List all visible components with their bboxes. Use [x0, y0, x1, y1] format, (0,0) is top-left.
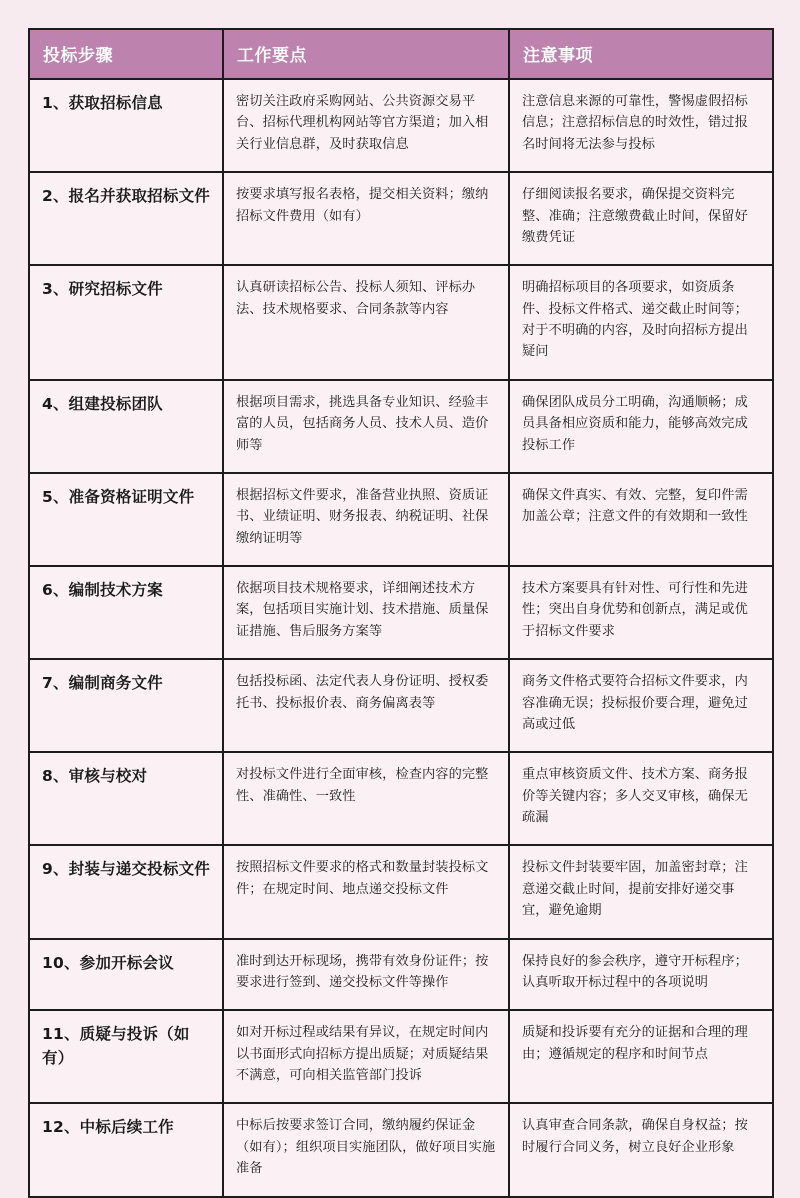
cell-notes: 技术方案要具有针对性、可行性和先进性；突出自身优势和创新点，满足或优于招标文件要求: [509, 566, 773, 659]
table-row: [29, 473, 773, 566]
cell-step: 7、编制商务文件: [29, 659, 223, 752]
cell-step: 2、报名并获取招标文件: [29, 172, 223, 265]
cell-notes: 确保团队成员分工明确，沟通顺畅；成员具备相应资质和能力，能够高效完成投标工作: [509, 380, 773, 473]
cell-step: 6、编制技术方案: [29, 566, 223, 659]
cell-points: 按照招标文件要求的格式和数量封装投标文件；在规定时间、地点递交投标文件: [223, 845, 509, 938]
cell-notes: 重点审核资质文件、技术方案、商务报价等关键内容；多人交叉审核，确保无疏漏: [509, 752, 773, 845]
table-row: [29, 845, 773, 938]
column-header-step: 投标步骤: [29, 29, 223, 79]
cell-step: 10、参加开标会议: [29, 939, 223, 1011]
cell-step: 9、封装与递交投标文件: [29, 845, 223, 938]
table-row: [29, 1103, 773, 1196]
bidding-steps-table: [28, 28, 774, 1198]
cell-step: 11、质疑与投诉（如有）: [29, 1010, 223, 1103]
cell-points: 包括投标函、法定代表人身份证明、授权委托书、投标报价表、商务偏离表等: [223, 659, 509, 752]
cell-points: 认真研读招标公告、投标人须知、评标办法、技术规格要求、合同条款等内容: [223, 265, 509, 380]
cell-step: 5、准备资格证明文件: [29, 473, 223, 566]
cell-points: 根据招标文件要求，准备营业执照、资质证书、业绩证明、财务报表、纳税证明、社保缴纳证明等: [223, 473, 509, 566]
cell-points: 密切关注政府采购网站、公共资源交易平台、招标代理机构网站等官方渠道；加入相关行业信息群，及时获取信息: [223, 79, 509, 172]
table-row: [29, 659, 773, 752]
cell-points: 按要求填写报名表格，提交相关资料；缴纳招标文件费用（如有）: [223, 172, 509, 265]
cell-step: 3、研究招标文件: [29, 265, 223, 380]
table-row: [29, 1010, 773, 1103]
table-container: [28, 28, 772, 1198]
cell-step: 1、获取招标信息: [29, 79, 223, 172]
column-header-points: 工作要点: [223, 29, 509, 79]
table-row: [29, 380, 773, 473]
cell-points: 准时到达开标现场，携带有效身份证件；按要求进行签到、递交投标文件等操作: [223, 939, 509, 1011]
cell-notes: 确保文件真实、有效、完整，复印件需加盖公章；注意文件的有效期和一致性: [509, 473, 773, 566]
cell-step: 12、中标后续工作: [29, 1103, 223, 1196]
table-row: [29, 172, 773, 265]
cell-points: 依据项目技术规格要求，详细阐述技术方案，包括项目实施计划、技术措施、质量保证措施、售后服务方案等: [223, 566, 509, 659]
cell-step: 8、审核与校对: [29, 752, 223, 845]
cell-points: 根据项目需求，挑选具备专业知识、经验丰富的人员，包括商务人员、技术人员、造价师等: [223, 380, 509, 473]
cell-notes: 注意信息来源的可靠性，警惕虚假招标信息；注意招标信息的时效性，错过报名时间将无法参与投标: [509, 79, 773, 172]
table-row: [29, 939, 773, 1011]
cell-notes: 质疑和投诉要有充分的证据和合理的理由；遵循规定的程序和时间节点: [509, 1010, 773, 1103]
table-row: [29, 566, 773, 659]
table-header: [29, 29, 773, 79]
cell-step: 4、组建投标团队: [29, 380, 223, 473]
cell-notes: 保持良好的参会秩序，遵守开标程序；认真听取开标过程中的各项说明: [509, 939, 773, 1011]
table-body: [29, 79, 773, 1197]
column-header-notes: 注意事项: [509, 29, 773, 79]
cell-notes: 投标文件封装要牢固，加盖密封章；注意递交截止时间，提前安排好递交事宜，避免逾期: [509, 845, 773, 938]
table-row: [29, 265, 773, 380]
cell-points: 中标后按要求签订合同，缴纳履约保证金（如有）；组织项目实施团队，做好项目实施准备: [223, 1103, 509, 1196]
cell-notes: 商务文件格式要符合招标文件要求，内容准确无误；投标报价要合理，避免过高或过低: [509, 659, 773, 752]
table-row: [29, 79, 773, 172]
table-row: [29, 752, 773, 845]
cell-notes: 明确招标项目的各项要求，如资质条件、投标文件格式、递交截止时间等；对于不明确的内容，及时向招标方提出疑问: [509, 265, 773, 380]
cell-points: 对投标文件进行全面审核，检查内容的完整性、准确性、一致性: [223, 752, 509, 845]
cell-notes: 认真审查合同条款，确保自身权益；按时履行合同义务，树立良好企业形象: [509, 1103, 773, 1196]
header-row: [29, 29, 773, 79]
cell-points: 如对开标过程或结果有异议，在规定时间内以书面形式向招标方提出质疑；对质疑结果不满意，可向相关监管部门投诉: [223, 1010, 509, 1103]
cell-notes: 仔细阅读报名要求，确保提交资料完整、准确；注意缴费截止时间，保留好缴费凭证: [509, 172, 773, 265]
